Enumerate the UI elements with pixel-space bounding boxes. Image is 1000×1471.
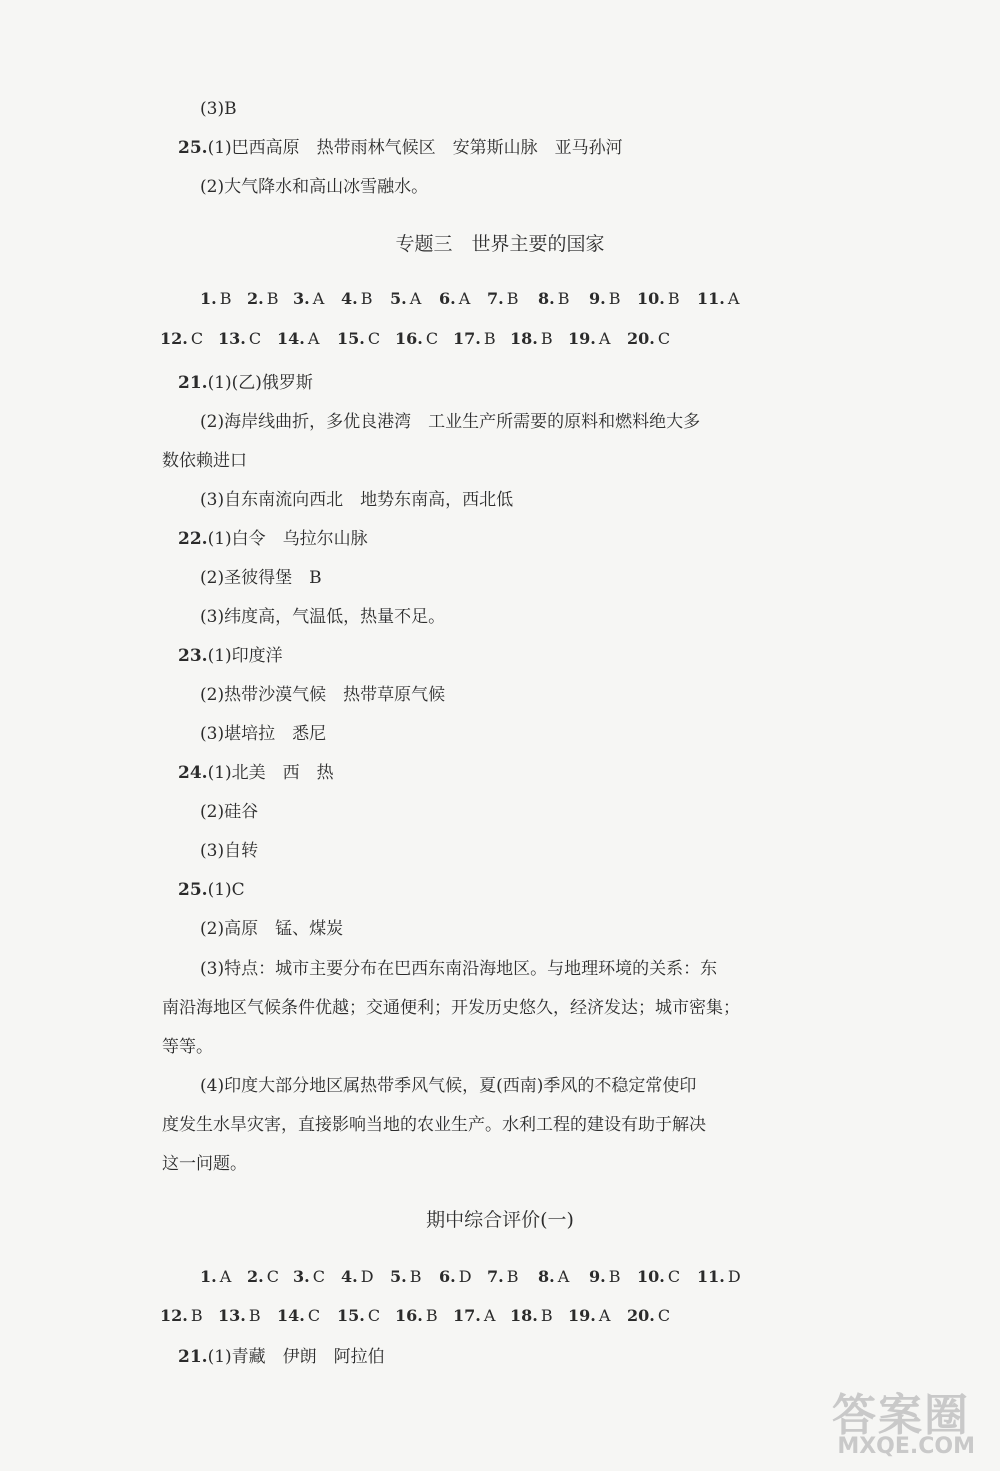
mc-number: 11. <box>697 1267 725 1286</box>
mc-choice: C <box>367 1306 381 1325</box>
answer-line: (2)热带沙漠气候 热带草原气候 <box>200 685 446 705</box>
mc-choice: C <box>425 329 439 348</box>
mc-choice: B <box>483 329 496 348</box>
mc-answer <box>395 1305 438 1327</box>
mc-number: 1. <box>200 1267 217 1286</box>
answer-line: 度发生水旱灾害，直接影响当地的农业生产。水利工程的建设有助于解决 <box>162 1115 706 1135</box>
mc-answer <box>218 328 261 350</box>
mc-number: 5. <box>390 1267 407 1286</box>
answer-line: (2)海岸线曲折，多优良港湾 工业生产所需要的原料和燃料绝大多 <box>200 412 701 432</box>
mc-choice: B <box>219 289 232 308</box>
question-25 <box>178 137 623 159</box>
mc-choice: B <box>506 289 519 308</box>
mc-number: 1. <box>200 289 217 308</box>
mc-answer <box>627 1305 670 1327</box>
mc-choice: B <box>540 1306 553 1325</box>
mc-choice: A <box>483 1306 496 1325</box>
mc-choice: B <box>608 1267 621 1286</box>
mc-choice: A <box>598 329 611 348</box>
mc-answer <box>200 1266 231 1288</box>
mc-choice: C <box>307 1306 321 1325</box>
mc-choice: A <box>307 329 320 348</box>
mc-answer <box>337 328 380 350</box>
question-number: 23. <box>178 646 208 666</box>
mc-number: 4. <box>341 289 358 308</box>
mc-number: 20. <box>627 1306 655 1325</box>
mc-answer <box>341 288 372 310</box>
watermark-text: 答案圈 <box>832 1390 970 1441</box>
mc-answer <box>510 1305 553 1327</box>
mc-answer <box>277 328 319 350</box>
mc-number: 17. <box>453 329 481 348</box>
mc-number: 2. <box>247 1267 264 1286</box>
mc-answer <box>568 328 610 350</box>
mc-choice: C <box>266 1267 279 1286</box>
answer-line: (4)印度大部分地区属热带季风气候，夏(西南)季风的不稳定常使印 <box>200 1076 697 1096</box>
mc-choice: B <box>360 289 373 308</box>
mc-choice: B <box>557 289 570 308</box>
mc-choice: B <box>409 1267 422 1286</box>
mc-number: 17. <box>453 1306 481 1325</box>
mc-number: 6. <box>439 1267 456 1286</box>
question-21 <box>178 1346 385 1368</box>
question-number: 25. <box>178 880 208 900</box>
mc-answer <box>637 1266 680 1288</box>
mc-number: 18. <box>510 329 538 348</box>
mc-number: 8. <box>538 289 555 308</box>
mc-number: 13. <box>218 329 246 348</box>
mc-answer <box>395 328 438 350</box>
mc-choice: C <box>190 329 204 348</box>
question-number: 21. <box>178 373 208 393</box>
mc-answer <box>390 1266 421 1288</box>
mc-choice: B <box>608 289 621 308</box>
mc-choice: A <box>219 1267 232 1286</box>
mc-number: 15. <box>337 329 365 348</box>
mc-answer <box>697 1266 741 1288</box>
mc-answer <box>293 288 324 310</box>
mc-number: 15. <box>337 1306 365 1325</box>
answer-text: (1)印度洋 <box>207 646 283 666</box>
answer-line: 数依赖进口 <box>162 451 247 471</box>
mc-answer <box>247 1266 279 1288</box>
mc-choice: A <box>409 289 422 308</box>
mc-number: 11. <box>697 289 725 308</box>
mc-answer <box>538 1266 569 1288</box>
answer-text: (1)(乙)俄罗斯 <box>207 373 313 393</box>
mc-number: 5. <box>390 289 407 308</box>
answer-line: (3)自转 <box>200 841 259 861</box>
question-23 <box>178 645 283 667</box>
mc-choice: B <box>425 1306 438 1325</box>
section-title: 期中综合评价(一) <box>426 1209 574 1231</box>
answer-line: (3)自东南流向西北 地势东南高，西北低 <box>200 490 514 510</box>
answer-line: (2)大气降水和高山冰雪融水。 <box>200 177 429 197</box>
answer-line: 南沿海地区气候条件优越；交通便利；开发历史悠久，经济发达；城市密集； <box>162 998 740 1018</box>
mc-choice: B <box>266 289 279 308</box>
mc-answer <box>538 288 569 310</box>
mc-answer <box>160 1305 203 1327</box>
mc-answer <box>277 1305 320 1327</box>
mc-number: 16. <box>395 1306 423 1325</box>
mc-answer <box>337 1305 380 1327</box>
mc-choice: C <box>312 1267 325 1286</box>
mc-answer <box>200 288 231 310</box>
mc-number: 19. <box>568 329 596 348</box>
mc-answer <box>697 288 739 310</box>
mc-answer <box>453 328 496 350</box>
mc-answer <box>341 1266 374 1288</box>
mc-choice: D <box>360 1267 374 1286</box>
mc-number: 6. <box>439 289 456 308</box>
mc-number: 7. <box>487 1267 504 1286</box>
mc-answer <box>293 1266 325 1288</box>
mc-number: 10. <box>637 1267 665 1286</box>
question-22 <box>178 528 368 550</box>
mc-number: 8. <box>538 1267 555 1286</box>
mc-answer <box>627 328 670 350</box>
mc-number: 9. <box>589 1267 606 1286</box>
mc-choice: A <box>312 289 325 308</box>
mc-number: 12. <box>160 329 188 348</box>
answer-text: (1)C <box>207 880 245 900</box>
watermark-url: MXQE.COM <box>837 1434 975 1459</box>
mc-number: 2. <box>247 289 264 308</box>
mc-number: 9. <box>589 289 606 308</box>
question-21 <box>178 372 313 394</box>
question-25 <box>178 879 245 901</box>
answer-line: (2)圣彼得堡 B <box>200 568 322 588</box>
mc-answer <box>568 1305 610 1327</box>
question-number: 21. <box>178 1347 208 1367</box>
mc-number: 3. <box>293 289 310 308</box>
mc-answer <box>510 328 553 350</box>
mc-choice: A <box>727 289 740 308</box>
mc-choice: A <box>598 1306 611 1325</box>
mc-choice: C <box>248 329 262 348</box>
mc-choice: C <box>657 1306 671 1325</box>
mc-number: 7. <box>487 289 504 308</box>
answer-line: (3)特点：城市主要分布在巴西东南沿海地区。与地理环境的关系：东 <box>200 959 718 979</box>
mc-choice: B <box>540 329 553 348</box>
mc-answer <box>439 288 470 310</box>
mc-answer <box>439 1266 472 1288</box>
mc-choice: C <box>367 329 381 348</box>
mc-number: 14. <box>277 329 305 348</box>
mc-number: 18. <box>510 1306 538 1325</box>
mc-number: 12. <box>160 1306 188 1325</box>
section-title: 专题三 世界主要的国家 <box>395 233 605 255</box>
mc-answer <box>487 1266 518 1288</box>
mc-number: 20. <box>627 329 655 348</box>
mc-choice: C <box>657 329 671 348</box>
answer-line: 这一问题。 <box>162 1154 247 1174</box>
answer-line: (2)硅谷 <box>200 802 259 822</box>
answer-text: (1)北美 西 热 <box>207 763 334 783</box>
mc-number: 10. <box>637 289 665 308</box>
mc-answer <box>637 288 680 310</box>
mc-number: 3. <box>293 1267 310 1286</box>
answer-line: (3)堪培拉 悉尼 <box>200 724 327 744</box>
mc-number: 16. <box>395 329 423 348</box>
mc-choice: B <box>667 289 680 308</box>
mc-answer <box>487 288 518 310</box>
answer-line: (3)纬度高，气温低，热量不足。 <box>200 607 446 627</box>
mc-choice: A <box>458 289 471 308</box>
mc-choice: B <box>190 1306 203 1325</box>
watermark-logo <box>750 1379 980 1459</box>
answer-text: (1)白令 乌拉尔山脉 <box>207 529 368 549</box>
question-number: 25. <box>178 138 208 158</box>
mc-answer <box>218 1305 261 1327</box>
mc-number: 13. <box>218 1306 246 1325</box>
mc-choice: D <box>727 1267 741 1286</box>
answer-text: (1)巴西高原 热带雨林气候区 安第斯山脉 亚马孙河 <box>207 138 623 158</box>
question-number: 22. <box>178 529 208 549</box>
answer-text: (1)青藏 伊朗 阿拉伯 <box>207 1347 385 1367</box>
mc-number: 19. <box>568 1306 596 1325</box>
mc-choice: C <box>667 1267 681 1286</box>
question-24 <box>178 762 334 784</box>
mc-choice: B <box>506 1267 519 1286</box>
answer-line: 等等。 <box>162 1037 213 1057</box>
mc-choice: B <box>248 1306 261 1325</box>
mc-answer <box>589 288 620 310</box>
mc-answer <box>589 1266 620 1288</box>
mc-answer <box>160 328 203 350</box>
mc-answer <box>453 1305 495 1327</box>
mc-number: 4. <box>341 1267 358 1286</box>
question-number: 24. <box>178 763 208 783</box>
mc-choice: A <box>557 1267 570 1286</box>
mc-number: 14. <box>277 1306 305 1325</box>
mc-answer <box>247 288 278 310</box>
answer-line: (3)B <box>200 99 237 119</box>
answer-line: (2)高原 锰、煤炭 <box>200 919 344 939</box>
mc-answer <box>390 288 421 310</box>
mc-choice: D <box>458 1267 472 1286</box>
